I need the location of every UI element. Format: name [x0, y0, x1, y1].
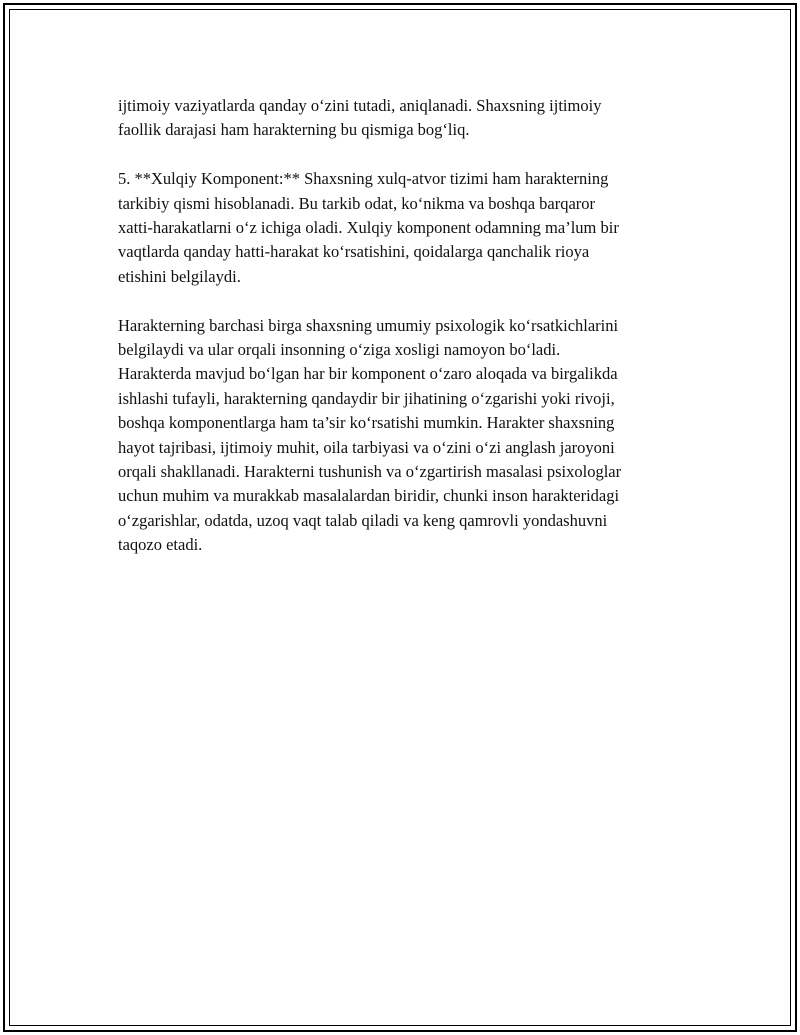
text-line: etishini belgilaydi. — [118, 266, 241, 286]
text-line: orqali shakllanadi. Harakterni tushunish va o‘zgartirish masalasi psixologlar — [118, 462, 622, 482]
text-line: hayot tajribasi, ijtimoiy muhit, oila tarbiyasi va o‘zini o‘zi anglash jaroyoni — [118, 437, 615, 457]
text-line: Harakterning barchasi birga shaxsning umumiy psixologik ko‘rsatkichlarini — [118, 315, 619, 335]
text-line: tarkibiy qismi hisoblanadi. Bu tarkib odat, ko‘nikma va boshqa barqaror — [118, 193, 596, 213]
text-line: o‘zgarishlar, odatda, uzoq vaqt talab qiladi va keng qamrovli yondashuvni — [118, 510, 608, 530]
paragraph-social-component-end — [118, 94, 683, 143]
text-line: 5. **Xulqiy Komponent:** Shaxsning xulq-atvor tizimi ham harakterning — [118, 169, 609, 189]
document-body — [118, 94, 683, 582]
text-line: uchun muhim va murakkab masalalardan biridir, chunki inson harakteridagi — [118, 486, 620, 506]
text-line: taqozo etadi. — [118, 535, 203, 555]
paragraph-conclusion — [118, 314, 683, 558]
text-line: ishlashi tufayli, harakterning qandaydir bir jihatining o‘zgarishi yoki rivoji, — [118, 388, 615, 408]
text-line: ijtimoiy vaziyatlarda qanday o‘zini tutadi, aniqlanadi. Shaxsning ijtimoiy — [118, 96, 602, 115]
text-line: xatti-harakatlarni o‘z ichiga oladi. Xulqiy komponent odamning ma’lum bir — [118, 218, 619, 238]
paragraph-behavioral-component — [118, 167, 683, 289]
text-line: boshqa komponentlarga ham ta’sir ko‘rsatishi mumkin. Harakter shaxsning — [118, 413, 615, 433]
text-line: Harakterda mavjud bo‘lgan har bir komponent o‘zaro aloqada va birgalikda — [118, 364, 618, 384]
text-line: belgilaydi va ular orqali insonning o‘ziga xosligi namoyon bo‘ladi. — [118, 340, 561, 360]
text-line: vaqtlarda qanday hatti-harakat ko‘rsatishini, qoidalarga qanchalik rioya — [118, 242, 590, 262]
document-page — [3, 3, 797, 1032]
text-line: faollik darajasi ham harakterning bu qismiga bog‘liq. — [118, 120, 470, 140]
